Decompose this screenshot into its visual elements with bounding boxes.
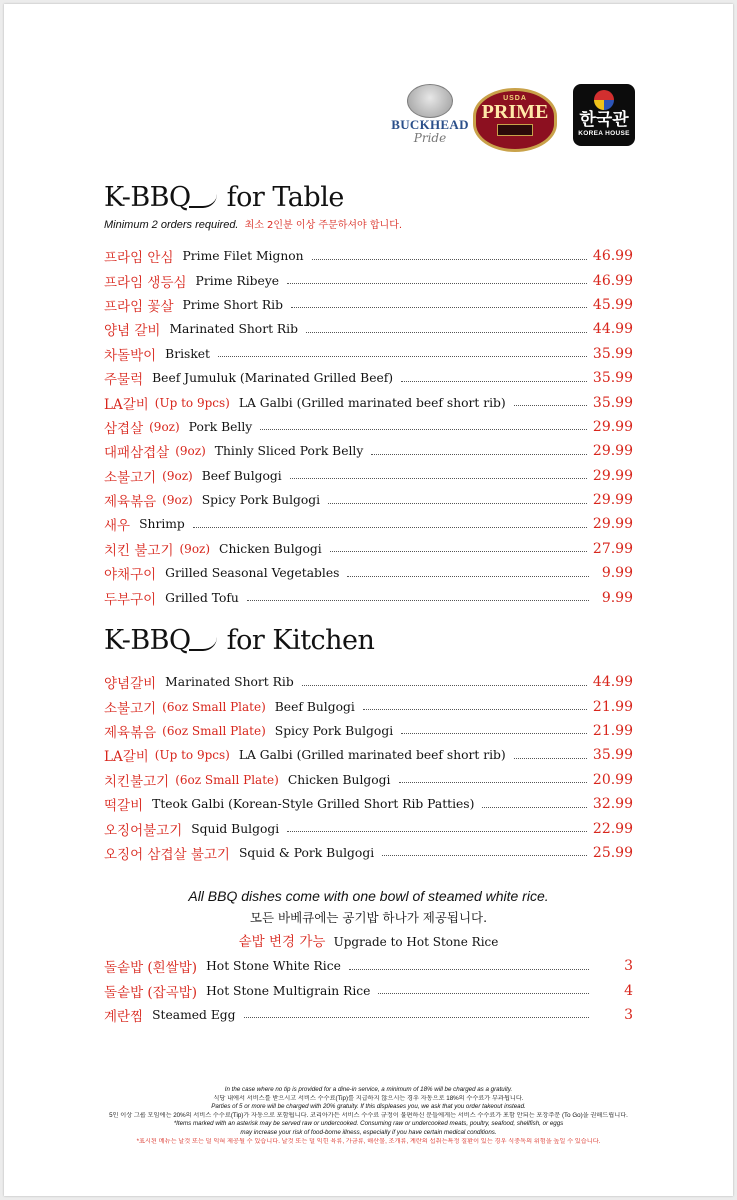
menu-item (104, 561, 633, 585)
dot-leader (290, 478, 587, 479)
item-price: 3 (624, 1006, 633, 1023)
item-name-en: Steamed Egg (152, 1007, 236, 1022)
item-name-ko: 주물럭 (104, 372, 144, 389)
item-price: 29.99 (592, 492, 633, 509)
dot-leader (328, 503, 587, 504)
dot-leader (371, 454, 587, 455)
dot-leader (401, 381, 587, 382)
rice-menu-list (104, 954, 633, 1027)
rice-upgrade-ko: 솥밥 변경 가능 (238, 934, 326, 950)
dot-leader (312, 259, 587, 260)
item-price: 35.99 (592, 345, 633, 362)
item-name-en: Squid & Pork Bulgogi (238, 845, 375, 860)
dot-leader (401, 733, 587, 734)
menu-item (104, 488, 633, 512)
item-name-ko: 제육볶음 (104, 494, 157, 511)
item-portion-note: (9oz) (179, 541, 211, 556)
item-price: 32.99 (592, 796, 633, 813)
item-price: 22.99 (592, 820, 633, 837)
usda-prime-logo (473, 88, 557, 152)
dot-leader (330, 551, 587, 552)
item-name-ko: 삼겹살 (104, 420, 144, 437)
item-name-ko: 두부구이 (104, 591, 157, 608)
rice-upgrade-note (0, 930, 737, 950)
item-name-ko: 제육볶음 (104, 724, 157, 741)
swoosh-decoration (189, 192, 217, 208)
item-price: 9.99 (601, 565, 633, 582)
footer-line: In the case where no tip is provided for a dine-in service, a minimum of 18% will be charged as a gratuity. (224, 1086, 513, 1093)
item-name-ko: 치킨 불고기 (104, 542, 174, 559)
item-name-en: Tteok Galbi (Korean-Style Grilled Short Rib Patties) (152, 797, 475, 812)
item-price: 46.99 (592, 272, 633, 289)
minimum-order-note (104, 216, 402, 231)
item-name-ko: LA갈비 (104, 396, 149, 413)
item-portion-note: (Up to 9pcs) (154, 748, 230, 763)
menu-item (104, 768, 633, 792)
item-name-en: Hot Stone Multigrain Rice (206, 983, 371, 998)
menu-item (104, 743, 633, 767)
korea-house-ko: 한국관 (579, 110, 629, 130)
item-name-ko: 새우 (104, 518, 131, 535)
footer-line: may increase your risk of food-borne illness, especially if you have certain medical conditions. (240, 1128, 497, 1136)
buckhead-pride-logo (391, 84, 469, 150)
korea-house-en: KOREA HOUSE (578, 130, 630, 137)
item-name-en: LA Galbi (Grilled marinated beef short rib) (238, 395, 506, 410)
item-name-ko: 프라임 안심 (104, 250, 174, 267)
item-name-en: Grilled Tofu (165, 590, 239, 605)
item-price: 3 (624, 958, 633, 975)
item-price: 25.99 (592, 844, 633, 861)
item-name-en: Spicy Pork Bulgogi (201, 493, 321, 508)
dot-leader (482, 807, 586, 808)
item-name-en: Marinated Short Rib (165, 675, 294, 690)
dot-leader (514, 758, 587, 759)
item-name-en: Prime Short Rib (182, 297, 283, 312)
section-title-table (104, 182, 344, 213)
item-name-en: Pork Belly (188, 419, 253, 434)
rice-note-ko: 모든 바베큐에는 공기밥 하나가 제공됩니다. (249, 910, 488, 925)
dot-leader (306, 332, 587, 333)
minimum-order-en: Minimum 2 orders required. (104, 219, 239, 231)
item-name-ko: 오징어불고기 (104, 822, 183, 839)
footer-line: Parties of 5 or more will be charged with 20% gratuity. If this displeases you, we ask that you order takeout instead. (211, 1103, 526, 1111)
item-name-en: Prime Ribeye (195, 273, 280, 288)
item-name-ko: 야채구이 (104, 567, 157, 584)
item-portion-note: (9oz) (149, 419, 180, 434)
item-name-ko: 계란찜 (104, 1008, 144, 1025)
menu-item (104, 439, 633, 463)
dot-leader (382, 855, 587, 856)
item-name-en: Brisket (165, 346, 211, 361)
title-for-table: for Table (226, 182, 344, 213)
menu-item (104, 954, 633, 978)
section-title-kitchen (104, 625, 374, 656)
item-name-en: Squid Bulgogi (191, 821, 280, 836)
item-price: 29.99 (592, 418, 633, 435)
menu-item (104, 317, 633, 341)
menu-item (104, 342, 633, 366)
item-name-en: Thinly Sliced Pork Belly (214, 444, 364, 459)
title-kbbq: K-BBQ (104, 625, 191, 656)
item-portion-note: (6oz Small Plate) (175, 772, 279, 787)
item-portion-note: (6oz Small Plate) (162, 699, 266, 714)
item-name-en: Beef Bulgogi (201, 468, 282, 483)
dot-leader (399, 782, 587, 783)
korea-house-logo (573, 84, 635, 146)
item-price: 4 (624, 982, 633, 999)
item-price: 44.99 (592, 321, 633, 338)
item-price: 29.99 (592, 467, 633, 484)
menu-item (104, 670, 633, 694)
dot-leader (347, 576, 589, 577)
buckhead-logo-sub: Pride (413, 131, 447, 145)
item-name-ko: 돌솥밥 (흰쌀밥) (104, 960, 198, 977)
menu-item (104, 792, 633, 816)
prime-text: PRIME (481, 101, 549, 123)
table-menu-list (104, 244, 633, 610)
menu-item (104, 841, 633, 865)
item-name-ko: 오징어 삼겹살 불고기 (104, 846, 230, 863)
menu-item (104, 268, 633, 292)
item-price: 9.99 (601, 589, 633, 606)
menu-item (104, 585, 633, 609)
footer-line: 5인 이상 그룹 모임에는 20%의 서비스 수수료(Tip)가 자동으로 포함됩니다. 코리아가든 서비스 수수료 규정이 불편하신 분들에게는 서비스 수수료가 포함 안되는 포장주문 (To Go)을 권해드립니다. (109, 1111, 628, 1119)
item-name-en: Prime Filet Mignon (182, 249, 304, 264)
item-name-en: Marinated Short Rib (169, 322, 298, 337)
item-portion-note: (9oz) (162, 493, 193, 508)
item-name-en: Beef Bulgogi (274, 699, 355, 714)
footer-line: *Items marked with an asterisk may be served raw or undercooked. Consuming raw or undercooked meats, poultry, seafood, shellfish, or eggs (173, 1120, 564, 1128)
item-name-ko: 차돌박이 (104, 347, 157, 364)
item-name-en: Beef Jumuluk (Marinated Grilled Beef) (152, 371, 394, 386)
menu-item (104, 415, 633, 439)
item-price: 21.99 (592, 698, 633, 715)
item-name-en: Grilled Seasonal Vegetables (165, 566, 340, 581)
item-name-ko: 양념 갈비 (104, 323, 161, 340)
minimum-order-ko: 최소 2인분 이상 주문하셔야 합니다. (244, 220, 403, 231)
item-name-ko: LA갈비 (104, 749, 149, 766)
item-price: 27.99 (592, 540, 633, 557)
rice-note-en: All BBQ dishes come with one bowl of steamed white rice. (188, 888, 549, 904)
item-name-ko: 프라임 꽃살 (104, 298, 174, 315)
item-name-en: Hot Stone White Rice (206, 959, 341, 974)
swoosh-decoration (189, 635, 217, 651)
item-price: 45.99 (592, 296, 633, 313)
title-kbbq: K-BBQ (104, 182, 191, 213)
item-name-ko: 양념갈비 (104, 676, 157, 693)
footer-line: *표시된 메뉴는 날것 또는 덜 익혀 제공될 수 있습니다. 날것 또는 덜 익힌 육류, 가금류, 해산물, 조개류, 계란의 섭취는특정 질환이 있는 경우 식중독의 위험을 높일 수 있습니다. (136, 1137, 601, 1145)
item-name-en: Spicy Pork Bulgogi (274, 723, 394, 738)
item-price: 29.99 (592, 443, 633, 460)
item-price: 29.99 (592, 516, 633, 533)
menu-item (104, 694, 633, 718)
cowboy-emblem-icon (407, 84, 453, 118)
item-price: 46.99 (592, 248, 633, 265)
title-for-kitchen: for Kitchen (226, 625, 375, 656)
menu-item (104, 816, 633, 840)
item-price: 44.99 (592, 674, 633, 691)
dot-leader (218, 356, 587, 357)
kitchen-menu-list (104, 670, 633, 865)
item-price: 20.99 (592, 771, 633, 788)
item-price: 35.99 (592, 747, 633, 764)
item-portion-note: (9oz) (175, 444, 206, 459)
usda-text: USDA (503, 95, 527, 102)
dot-leader (287, 831, 587, 832)
rice-upgrade-en: Upgrade to Hot Stone Rice (333, 935, 499, 949)
item-price: 35.99 (592, 370, 633, 387)
item-name-ko: 떡갈비 (104, 798, 144, 815)
item-name-en: Chicken Bulgogi (219, 541, 322, 556)
item-name-en: Chicken Bulgogi (287, 772, 391, 787)
item-portion-note: (6oz Small Plate) (162, 723, 266, 738)
item-name-ko: 돌솥밥 (잡곡밥) (104, 984, 198, 1001)
menu-item (104, 1003, 633, 1027)
item-name-en: LA Galbi (Grilled marinated beef short rib) (238, 748, 506, 763)
dot-leader (260, 429, 587, 430)
menu-item (104, 390, 633, 414)
menu-item (104, 512, 633, 536)
item-name-ko: 소불고기 (104, 469, 157, 486)
footer-line: 식당 내에서 서비스를 받으시고 서비스 수수료(Tip)를 지급하지 않으시는 경우 자동으로 18%의 수수료가 부과됩니다. (213, 1094, 524, 1102)
item-price: 35.99 (592, 394, 633, 411)
item-name-ko: 대패삼겹살 (104, 445, 170, 462)
item-portion-note: (9oz) (162, 468, 193, 483)
item-name-en: Shrimp (139, 517, 185, 532)
menu-item (104, 537, 633, 561)
dot-leader (363, 709, 587, 710)
dot-leader (247, 600, 589, 601)
menu-item (104, 244, 633, 268)
item-price: 21.99 (592, 722, 633, 739)
menu-item (104, 719, 633, 743)
buckhead-logo-name: BUCKHEAD (391, 117, 469, 132)
dot-leader (302, 685, 587, 686)
item-name-ko: 프라임 생등심 (104, 274, 187, 291)
menu-item (104, 464, 633, 488)
dot-leader (378, 993, 589, 994)
prime-badge-icon (497, 124, 533, 136)
menu-item (104, 293, 633, 317)
menu-item (104, 366, 633, 390)
item-name-ko: 치킨불고기 (104, 773, 170, 790)
dot-leader (349, 969, 589, 970)
taegeuk-icon (594, 90, 614, 110)
footer-disclaimer (60, 1086, 677, 1146)
dot-leader (287, 283, 587, 284)
item-portion-note: (Up to 9pcs) (154, 395, 230, 410)
item-name-ko: 소불고기 (104, 700, 157, 717)
dot-leader (244, 1017, 589, 1018)
dot-leader (514, 405, 587, 406)
menu-item (104, 978, 633, 1002)
dot-leader (193, 527, 587, 528)
dot-leader (291, 307, 587, 308)
